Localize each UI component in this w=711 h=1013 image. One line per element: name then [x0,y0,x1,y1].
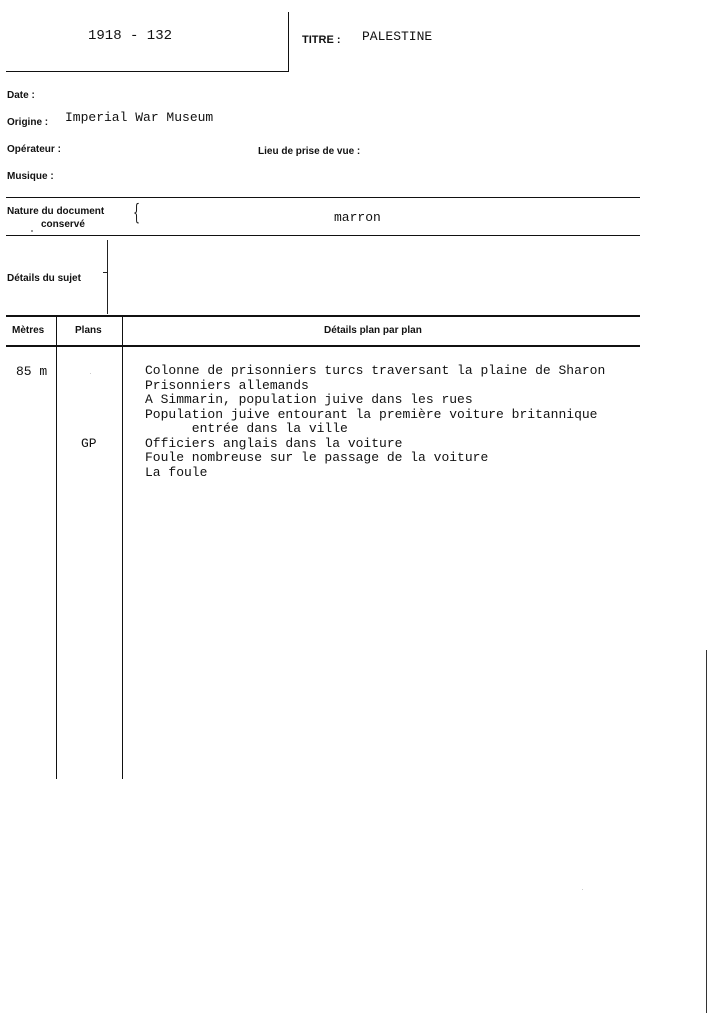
metres-value: 85 m [16,364,48,379]
details-sujet-bracket [107,240,108,314]
nature-value: marron [334,210,381,225]
col-header-metres: Mètres [12,325,45,336]
column-rule-2 [122,317,123,779]
detail-line: Prisonniers allemands [145,377,309,393]
details-list [145,364,605,480]
detail-line: Population juive entourant la première voiture britannique [145,406,598,422]
header-divider-horizontal [6,71,289,72]
plans-value: GP [81,436,97,451]
plans-mark [90,373,91,374]
header-divider-vertical [288,12,289,72]
origine-value: Imperial War Museum [65,110,214,125]
scan-speck [582,889,583,890]
lieu-label: Lieu de prise de vue : [258,146,361,157]
col-header-plans: Plans [75,325,102,336]
detail-line: Colonne de prisonniers turcs traversant la plaine de Sharon [145,363,606,378]
nature-mark [31,230,33,232]
nature-brace: { [133,201,140,226]
operateur-label: Opérateur : [7,144,61,155]
detail-line: Foule nombreuse sur le passage de la voiture [145,450,489,465]
nature-label-line2: conservé [41,219,85,230]
table-header-divider [6,345,640,347]
page-edge [706,650,711,1013]
divider-2 [6,235,640,236]
column-rule-1 [56,317,57,779]
col-header-details: Détails plan par plan [324,325,422,336]
detail-line: entrée dans la ville [145,421,348,436]
musique-label: Musique : [7,171,54,182]
detail-line: Officiers anglais dans la voiture [145,435,403,451]
origine-label: Origine : [7,117,49,128]
nature-label-line1: Nature du document [7,206,105,217]
details-sujet-bracket-tip [103,272,108,273]
reference-number: 1918 - 132 [88,28,173,44]
divider-3 [6,315,640,317]
titre-label: TITRE : [302,34,341,46]
detail-line: La foule [145,464,208,480]
date-label: Date : [7,90,35,101]
titre-value: PALESTINE [362,29,433,44]
detail-line: A Simmarin, population juive dans les rues [145,392,473,407]
details-sujet-label: Détails du sujet [7,273,81,284]
divider-1 [6,197,640,198]
